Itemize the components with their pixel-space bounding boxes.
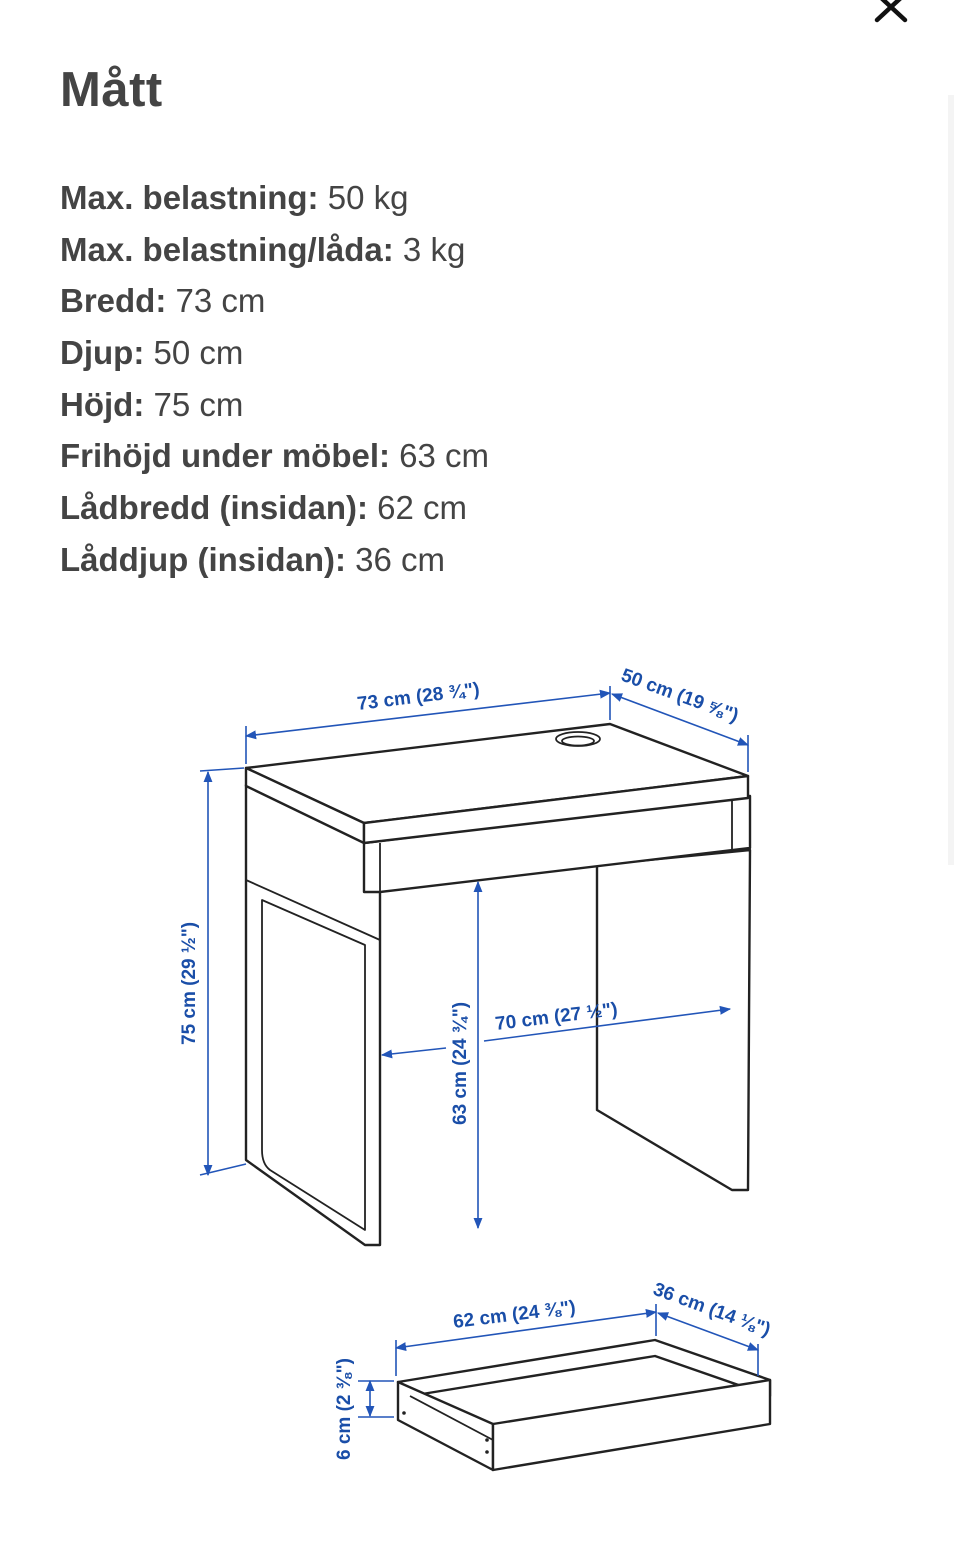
page-title: Mått: [60, 63, 163, 117]
close-icon: [868, 0, 914, 28]
dimension-diagram: [0, 640, 960, 1520]
spec-label: Höjd:: [60, 385, 145, 423]
spec-row-clearance: [60, 430, 489, 482]
spec-value: 75 cm: [153, 385, 244, 423]
spec-value: 63 cm: [399, 437, 490, 475]
desk-width-label: 73 cm (28 ¾"): [356, 679, 481, 715]
desk-illustration: [246, 724, 750, 1245]
drawer-illustration: [398, 1340, 770, 1470]
spec-value: 3 kg: [402, 230, 466, 268]
spec-label: Låddjup (insidan):: [60, 540, 346, 578]
spec-value: 50 kg: [327, 179, 409, 216]
spec-row-width: [60, 275, 489, 327]
desk-left-panel: [246, 785, 380, 1245]
spec-label: Max. belastning:: [60, 179, 319, 216]
drawer-depth-label: 36 cm (14 ⅛"): [650, 1278, 774, 1341]
spec-row-drawer-depth: [60, 534, 489, 586]
spec-row-max-load-drawer: [60, 224, 489, 276]
spec-label: Max. belastning/låda:: [60, 230, 394, 268]
spec-label: Djup:: [60, 334, 145, 372]
drawer-front: [493, 1380, 770, 1470]
spec-row-depth: [60, 327, 489, 379]
close-button[interactable]: [868, 0, 914, 28]
spec-row-max-load: [60, 172, 489, 224]
spec-value: 73 cm: [175, 282, 266, 320]
drawer-width-label: 62 cm (24 ⅜"): [452, 1297, 577, 1333]
desk-inner-width-label: 70 cm (27 ½"): [494, 999, 619, 1035]
spec-value: 62 cm: [377, 489, 468, 527]
spec-label: Frihöjd under möbel:: [60, 437, 390, 475]
desk-right-panel: [597, 850, 750, 1190]
spec-value: 36 cm: [355, 540, 446, 578]
desk-clearance-label: 63 cm (24 ¾"): [450, 1001, 471, 1125]
spec-list: [60, 172, 489, 586]
drawer-height-label: 6 cm (2 ⅜"): [334, 1358, 355, 1460]
spec-value: 50 cm: [153, 334, 244, 372]
spec-label: Bredd:: [60, 282, 167, 320]
desk-height-label: 75 cm (29 ½"): [179, 921, 200, 1045]
desk-depth-label: 50 cm (19 ⅝"): [618, 664, 742, 727]
spec-label: Lådbredd (insidan):: [60, 489, 368, 527]
spec-row-height: [60, 379, 489, 431]
spec-row-drawer-width: [60, 482, 489, 534]
